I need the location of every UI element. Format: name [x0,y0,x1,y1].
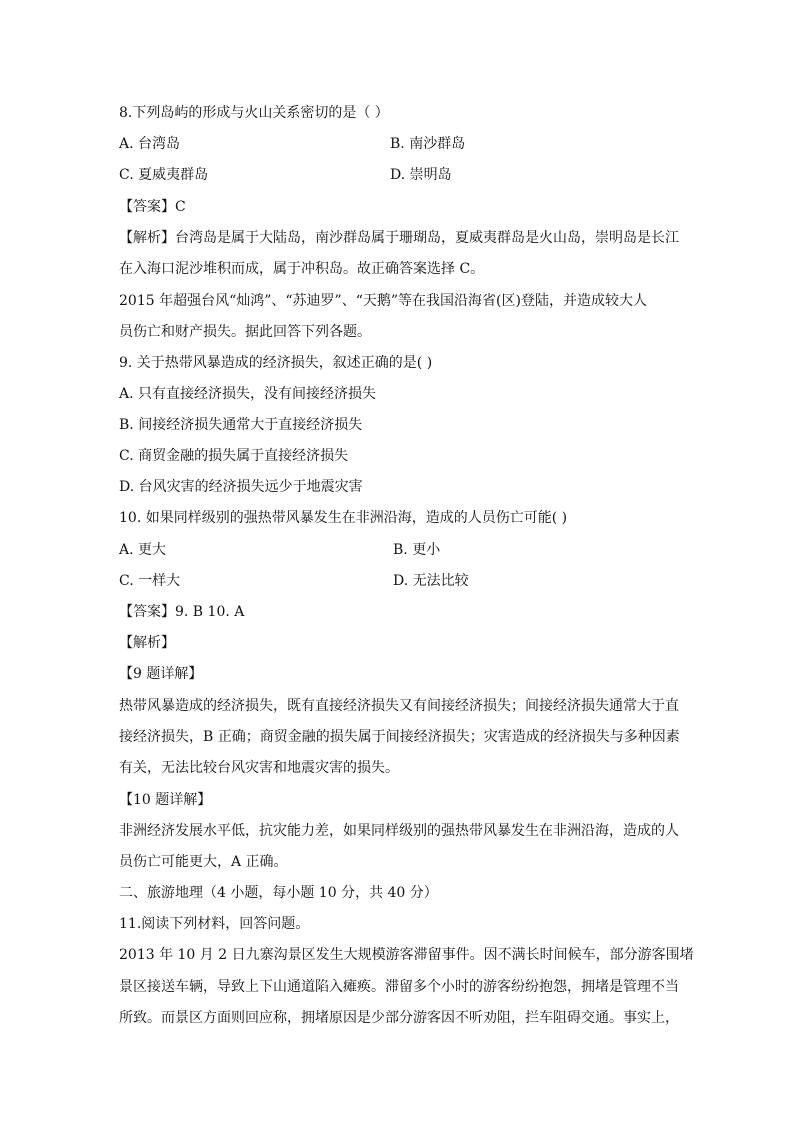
q8-option-b: B. 南沙群岛 [390,136,466,152]
q10-option-d: D. 无法比较 [393,573,469,589]
q11-material-line-2: 景区接送车辆，导致上下山通道陷入瘫痪。滞留多个小时的游客纷纷抱怨，拥堵是管理不当 [119,979,679,995]
q8-analysis-line-1: 【解析】台湾岛是属于大陆岛，南沙群岛属于珊瑚岛，夏威夷群岛是火山岛，崇明岛是长江 [119,230,679,246]
q10-option-c: C. 一样大 [119,573,181,589]
q9-stem: 9. 关于热带风暴造成的经济损失，叙述正确的是( ) [119,355,433,371]
q8-option-a: A. 台湾岛 [119,136,181,152]
q10-option-a: A. 更大 [119,542,167,558]
q9-option-a: A. 只有直接经济损失，没有间接经济损失 [119,386,377,402]
q11-stem: 11.阅读下列材料，回答问题。 [119,916,310,932]
q9-detail-title: 【9 题详解】 [119,666,203,682]
q10-detail-line-1: 非洲经济发展水平低，抗灾能力差，如果同样级别的强热带风暴发生在非洲沿海，造成的人 [119,823,679,839]
q11-material-line-3: 所致。而景区方面则回应称，拥堵原因是少部分游客因不听劝阻，拦车阻碍交通。事实上， [119,1010,679,1026]
q9-option-d: D. 台风灾害的经济损失远少于地震灾害 [119,479,363,495]
q8-option-d: D. 崇明岛 [390,167,452,183]
q9-detail-line-1: 热带风暴造成的经济损失，既有直接经济损失又有间接经济损失；间接经济损失通常大于直 [119,698,679,714]
material-line-1: 2015 年超强台风“灿鸿”、“苏迪罗”、“天鹅”等在我国沿海省(区)登陆，并造成较大人 [119,293,647,309]
q11-material-line-1: 2013 年 10 月 2 日九寨沟景区发生大规模游客滞留事件。因不满长时间候车，部分游客围堵 [119,947,694,963]
q8-option-c: C. 夏威夷群岛 [119,167,209,183]
q10-option-b: B. 更小 [393,542,441,558]
q9-detail-line-2: 接经济损失，B 正确；商贸金融的损失属于间接经济损失；灾害造成的经济损失与多种因素 [119,729,680,745]
q9-option-b: B. 间接经济损失通常大于直接经济损失 [119,417,363,433]
q9-detail-line-3: 有关，无法比较台风灾害和地震灾害的损失。 [119,760,399,776]
q10-stem: 10. 如果同样级别的强热带风暴发生在非洲沿海，造成的人员伤亡可能( ) [119,510,568,526]
q8-answer: 【答案】C [119,199,186,215]
analysis-title: 【解析】 [119,635,175,651]
material-line-2: 员伤亡和财产损失。据此回答下列各题。 [119,324,371,340]
q9-option-c: C. 商贸金融的损失属于直接经济损失 [119,448,349,464]
answer-9-10: 【答案】9. B 10. A [119,604,245,620]
q8-stem: 8.下列岛屿的形成与火山关系密切的是（ ） [119,105,389,121]
q10-detail-title: 【10 题详解】 [119,792,212,808]
q8-analysis-line-2: 在入海口泥沙堆积而成，属于冲积岛。故正确答案选择 C。 [119,261,485,277]
q10-detail-line-2: 员伤亡可能更大，A 正确。 [119,854,288,870]
section-2-heading: 二、旅游地理（4 小题，每小题 10 分，共 40 分） [119,885,438,901]
